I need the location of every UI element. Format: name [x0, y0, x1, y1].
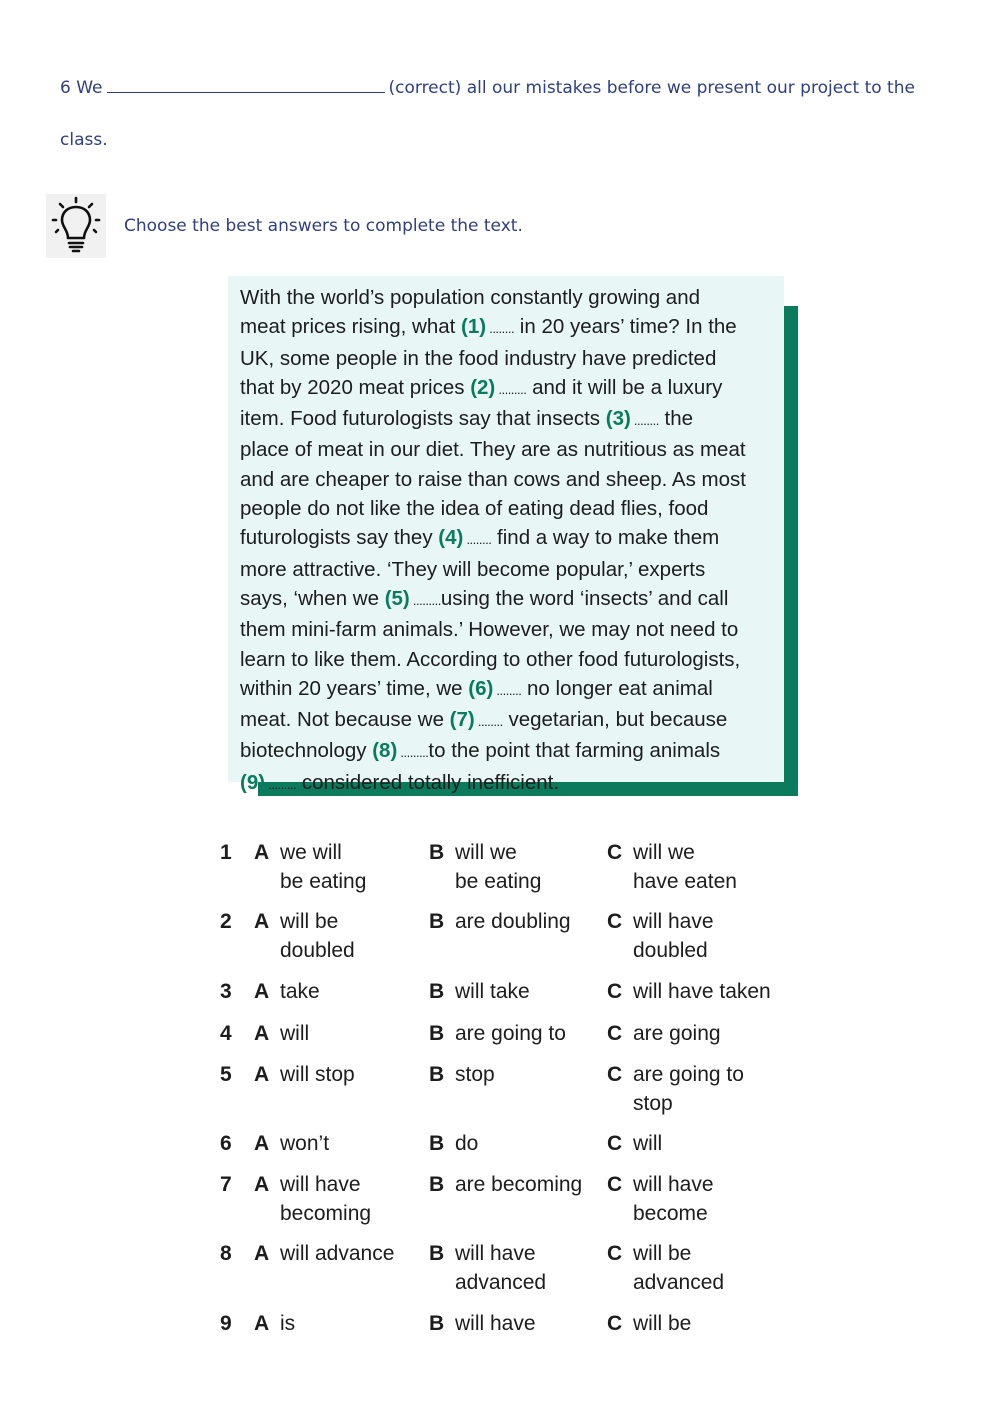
option-letter: C — [607, 1173, 623, 1196]
option-letter: C — [607, 1063, 623, 1086]
passage-text: vegetarian, but because — [502, 708, 728, 732]
lightbulb-icon — [46, 194, 106, 258]
question-row — [220, 1060, 800, 1120]
option-letter: B — [429, 910, 445, 933]
passage-line — [240, 674, 778, 705]
question-number: 4 — [220, 1022, 232, 1045]
option-text: will be — [633, 1312, 692, 1335]
option-letter: B — [429, 1063, 445, 1086]
option-letter: C — [607, 980, 623, 1003]
option-letter: A — [254, 1312, 270, 1335]
passage-line — [240, 584, 778, 615]
option-text: are going to — [633, 1063, 744, 1086]
option-letter: C — [607, 910, 623, 933]
option-letter: C — [607, 1312, 623, 1335]
passage-text: find a way to make them — [491, 526, 720, 550]
option-letter: B — [429, 1022, 445, 1045]
option-letter: B — [429, 1132, 445, 1155]
option-text: is — [280, 1312, 296, 1335]
option-text: will have — [280, 1173, 361, 1196]
passage-line — [240, 768, 778, 799]
passage-text: the — [658, 407, 694, 431]
gap-dots: ......... — [409, 592, 441, 608]
passage-text: meat prices rising, what — [240, 315, 462, 339]
option-text: will — [280, 1022, 310, 1045]
option-text: will have — [455, 1312, 536, 1335]
gap-dots: ......... — [397, 745, 429, 761]
passage-line — [240, 736, 778, 767]
passage-text: to the point that farming animals — [428, 739, 721, 763]
option-text: will be — [280, 910, 339, 933]
gap-number: (2) — [470, 375, 496, 399]
gap-dots: ........ — [486, 321, 515, 337]
passage-text: more attractive. ‘They will become popular,’ experts — [240, 557, 706, 581]
passage-text: no longer eat animal — [521, 676, 713, 700]
passage-text: using the word ‘insects’ and call — [440, 586, 729, 610]
option-letter: A — [254, 1063, 270, 1086]
question-number: 6 — [220, 1132, 232, 1155]
gap-dots: ........ — [630, 413, 659, 429]
question-row — [220, 1309, 800, 1369]
passage-text: and it will be a luxury — [526, 375, 723, 399]
option-letter: B — [429, 1312, 445, 1335]
option-text: we will — [280, 841, 342, 864]
option-text: will have — [633, 910, 714, 933]
passage-line — [240, 555, 778, 584]
passage-line — [240, 283, 778, 312]
passage-text: and are cheaper to raise than cows and sheep. As most — [240, 467, 746, 491]
option-letter: B — [429, 1173, 445, 1196]
passage-text: learn to like them. According to other food futurologists, — [240, 647, 741, 671]
option-text: will — [633, 1132, 663, 1155]
passage-line — [240, 344, 778, 373]
option-text: advanced — [633, 1271, 725, 1294]
passage-line — [240, 523, 778, 554]
option-text: have eaten — [633, 870, 737, 893]
option-text: will advance — [280, 1242, 395, 1265]
option-letter: B — [429, 1242, 445, 1265]
gap-number: (6) — [468, 676, 494, 700]
option-text: doubled — [280, 939, 355, 962]
option-text: are going — [633, 1022, 721, 1045]
option-text: will we — [455, 841, 517, 864]
gap-number: (9) — [240, 770, 266, 794]
option-letter: C — [607, 1242, 623, 1265]
option-letter: C — [607, 1022, 623, 1045]
option-text: stop — [455, 1063, 495, 1086]
passage-text: them mini-farm animals.’ However, we may not need to — [240, 618, 739, 642]
gap-dots: ........ — [493, 682, 522, 698]
option-text: will stop — [280, 1063, 355, 1086]
option-letter: A — [254, 1173, 270, 1196]
passage-line — [240, 615, 778, 644]
passage-text: in 20 years’ time? In the — [514, 315, 737, 339]
option-text: be eating — [455, 870, 542, 893]
option-text: will have taken — [633, 980, 771, 1003]
option-letter: A — [254, 910, 270, 933]
passage-line — [240, 373, 778, 404]
answer-blank-6[interactable] — [107, 78, 385, 93]
option-text: become — [633, 1202, 708, 1225]
passage-text: UK, some people in the food industry have predicted — [240, 346, 717, 370]
option-letter: A — [254, 980, 270, 1003]
option-text: will take — [455, 980, 530, 1003]
option-text: are going to — [455, 1022, 566, 1045]
reading-passage — [228, 276, 784, 794]
passage-text: item. Food futurologists say that insects — [240, 407, 606, 431]
question-number: 1 — [220, 841, 232, 864]
question-row — [220, 838, 800, 898]
question-6-start: 6 We — [60, 78, 103, 98]
option-letter: A — [254, 1242, 270, 1265]
instruction-text: Choose the best answers to complete the text. — [124, 216, 523, 236]
passage-text: With the world’s population constantly growing and — [240, 286, 700, 309]
question-row — [220, 1239, 800, 1299]
option-text: are doubling — [455, 910, 571, 933]
option-text: be eating — [280, 870, 367, 893]
passage-line — [240, 435, 778, 464]
option-text: do — [455, 1132, 479, 1155]
question-number: 8 — [220, 1242, 232, 1265]
passage-line — [240, 404, 778, 435]
passage-line — [240, 494, 778, 523]
option-letter: C — [607, 841, 623, 864]
passage-line — [240, 705, 778, 736]
passage-line — [240, 465, 778, 494]
passage-text: biotechnology — [240, 739, 373, 763]
option-text: will be — [633, 1242, 692, 1265]
passage-line — [240, 645, 778, 674]
gap-number: (5) — [384, 586, 410, 610]
option-text: becoming — [280, 1202, 372, 1225]
gap-dots: ......... — [265, 776, 297, 792]
option-text: won’t — [280, 1132, 330, 1155]
gap-number: (4) — [438, 526, 464, 550]
question-row — [220, 907, 800, 967]
passage-text: people do not like the idea of eating dead flies, food — [240, 497, 709, 521]
passage-text: within 20 years’ time, we — [240, 676, 469, 700]
option-text: advanced — [455, 1271, 547, 1294]
passage-text: meat. Not because we — [240, 708, 450, 732]
question-6 — [60, 62, 940, 166]
option-letter: B — [429, 841, 445, 864]
gap-number: (1) — [461, 315, 487, 339]
option-letter: A — [254, 1022, 270, 1045]
question-number: 5 — [220, 1063, 232, 1086]
option-letter: A — [254, 1132, 270, 1155]
question-number: 7 — [220, 1173, 232, 1196]
option-letter: C — [607, 1132, 623, 1155]
option-text: doubled — [633, 939, 708, 962]
option-text: stop — [633, 1092, 673, 1115]
option-letter: B — [429, 980, 445, 1003]
question-number: 3 — [220, 980, 232, 1003]
option-text: will we — [633, 841, 695, 864]
passage-text: considered totally inefficient. — [296, 770, 560, 794]
question-6-end: (correct) all our mistakes before we present our project to the class. — [60, 78, 915, 150]
passage-text: futurologists say they — [240, 526, 439, 550]
option-text: take — [280, 980, 320, 1003]
passage-line — [240, 312, 778, 343]
gap-dots: ........ — [474, 714, 503, 730]
option-text: will have — [633, 1173, 714, 1196]
option-text: will have — [455, 1242, 536, 1265]
question-row — [220, 1170, 800, 1230]
passage-text: that by 2020 meat prices — [240, 375, 471, 399]
gap-number: (7) — [449, 708, 475, 732]
option-text: are becoming — [455, 1173, 583, 1196]
option-letter: A — [254, 841, 270, 864]
gap-number: (3) — [605, 407, 631, 431]
passage-text: says, ‘when we — [240, 586, 385, 610]
gap-dots: ........ — [463, 532, 492, 548]
gap-dots: ......... — [495, 381, 527, 397]
question-number: 9 — [220, 1312, 232, 1335]
question-number: 2 — [220, 910, 232, 933]
passage-text: place of meat in our diet. They are as nutritious as meat — [240, 438, 746, 462]
gap-number: (8) — [372, 739, 398, 763]
